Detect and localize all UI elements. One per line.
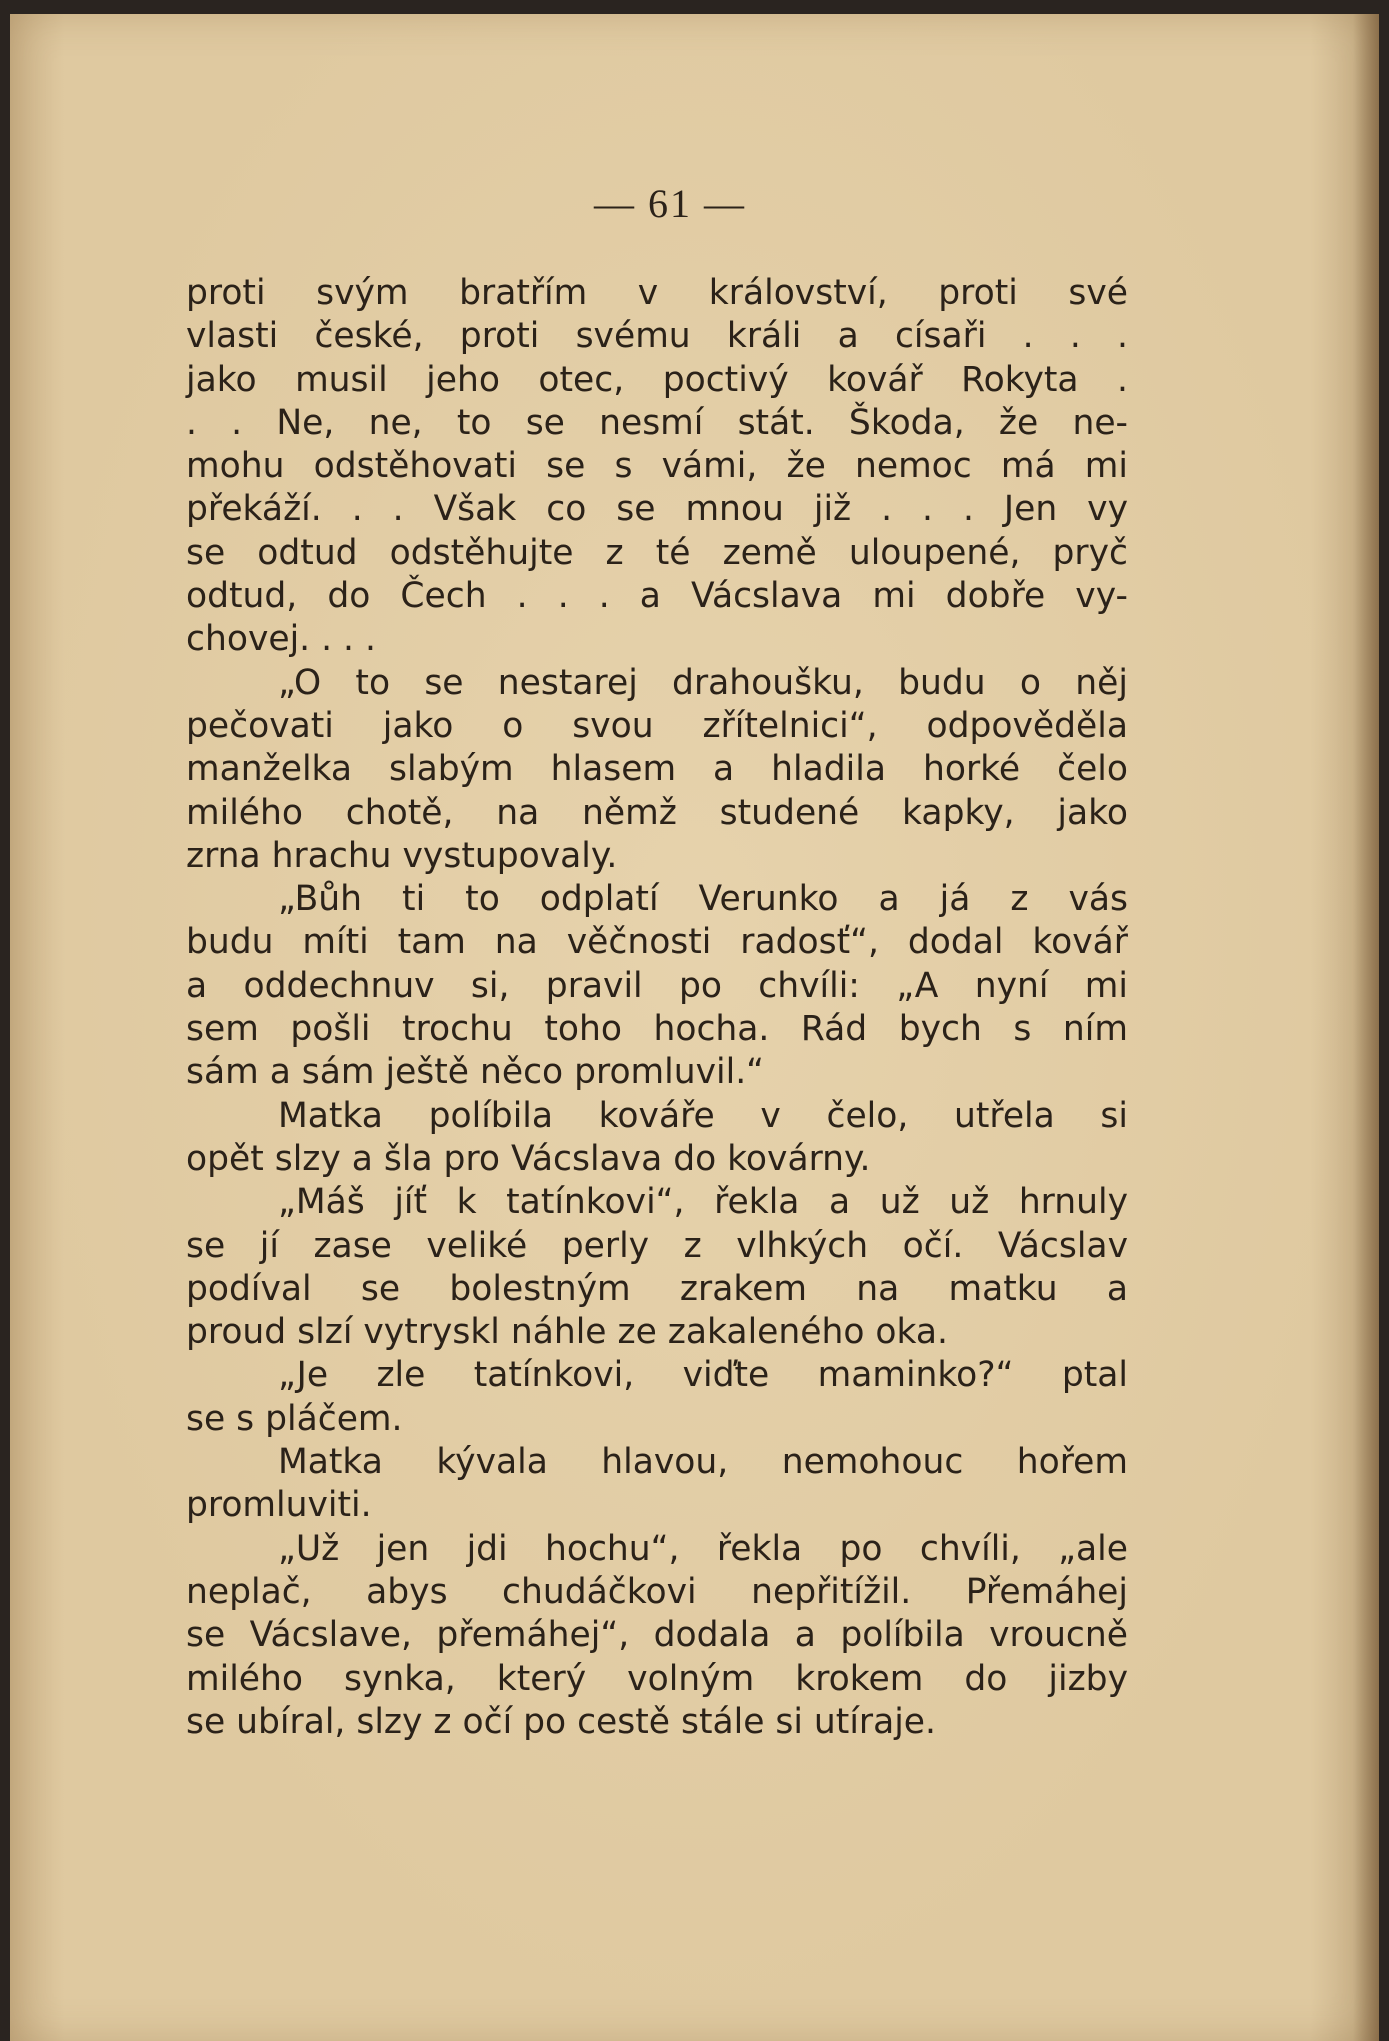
page-spine-shadow xyxy=(1353,14,1379,2041)
text-line: jako musil jeho otec, poctivý kovář Rokyta . xyxy=(186,359,1128,400)
text-line: zrna hrachu vystupovaly. xyxy=(186,835,618,876)
text-line: chovej. . . . xyxy=(186,619,376,660)
text-line: neplač, abys chudáčkovi nepřitížil. Přemáhej xyxy=(186,1571,1128,1612)
text-line: se ubíral, slzy z očí po cestě stále si utíraje. xyxy=(186,1701,937,1742)
text-line: podíval se bolestným zrakem na matku a xyxy=(186,1268,1128,1309)
text-line: milého synka, který volným krokem do jizby xyxy=(186,1658,1128,1699)
paragraph xyxy=(186,1528,1128,1744)
text-line: „Bůh ti to odplatí Verunko a já z vás xyxy=(278,879,1128,920)
paragraph xyxy=(186,1095,1128,1182)
paragraph xyxy=(186,272,1128,662)
text-line: Matka políbila kováře v čelo, utřela si xyxy=(278,1095,1128,1136)
text-line: se Vácslave, přemáhej“, dodala a políbila vroucně xyxy=(186,1615,1128,1656)
text-line: „Máš jíť k tatínkovi“, řekla a už už hrnuly xyxy=(278,1182,1128,1223)
text-line: pečovati jako o svou zřítelnici“, odpověděla xyxy=(186,705,1128,746)
text-line: proud slzí vytryskl náhle ze zakaleného oka. xyxy=(186,1312,948,1353)
text-line: „Už jen jdi hochu“, řekla po chvíli, „ale xyxy=(278,1528,1128,1569)
paragraph xyxy=(186,1354,1128,1441)
text-line: a oddechnuv si, pravil po chvíli: „A nyní mi xyxy=(186,965,1128,1006)
text-line: sám a sám ještě něco promluvil.“ xyxy=(186,1052,765,1093)
text-line: odtud, do Čech . . . a Vácslava mi dobře vy- xyxy=(186,576,1128,617)
text-line: překáží. . . Však co se mnou již . . . Jen vy xyxy=(186,489,1128,530)
paragraph xyxy=(186,1181,1128,1354)
text-line: se odtud odstěhujte z té země uloupené, pryč xyxy=(186,532,1128,573)
text-line: „Je zle tatínkovi, viďte maminko?“ ptal xyxy=(278,1355,1128,1396)
body-text xyxy=(186,272,1128,1744)
text-line: proti svým bratřím v království, proti své xyxy=(186,273,1128,313)
text-line: se jí zase veliké perly z vlhkých očí. Vácslav xyxy=(186,1225,1128,1266)
text-line: promluviti. xyxy=(186,1485,372,1526)
text-line: Matka kývala hlavou, nemohouc hořem xyxy=(278,1442,1128,1483)
text-line: se s pláčem. xyxy=(186,1398,403,1439)
text-line: sem pošli trochu toho hocha. Rád bych s ním xyxy=(186,1009,1128,1050)
text-line: vlasti české, proti svému králi a císaři . . . xyxy=(186,316,1128,357)
text-line: budu míti tam na věčnosti radosť“, dodal kovář xyxy=(186,922,1128,963)
text-line: . . Ne, ne, to se nesmí stát. Škoda, že ne- xyxy=(186,402,1128,443)
paragraph xyxy=(186,662,1128,878)
text-line: manželka slabým hlasem a hladila horké čelo xyxy=(186,749,1128,790)
paragraph xyxy=(186,1441,1128,1528)
text-line: opět slzy a šla pro Vácslava do kovárny. xyxy=(186,1138,871,1179)
paragraph xyxy=(186,878,1128,1094)
book-page xyxy=(10,14,1379,2041)
text-line: milého chotě, na němž studené kapky, jako xyxy=(186,792,1128,833)
page-number: — 61 — xyxy=(594,181,746,226)
text-line: „O to se nestarej drahoušku, budu o něj xyxy=(278,662,1128,703)
text-line: mohu odstěhovati se s vámi, že nemoc má mi xyxy=(186,446,1128,487)
